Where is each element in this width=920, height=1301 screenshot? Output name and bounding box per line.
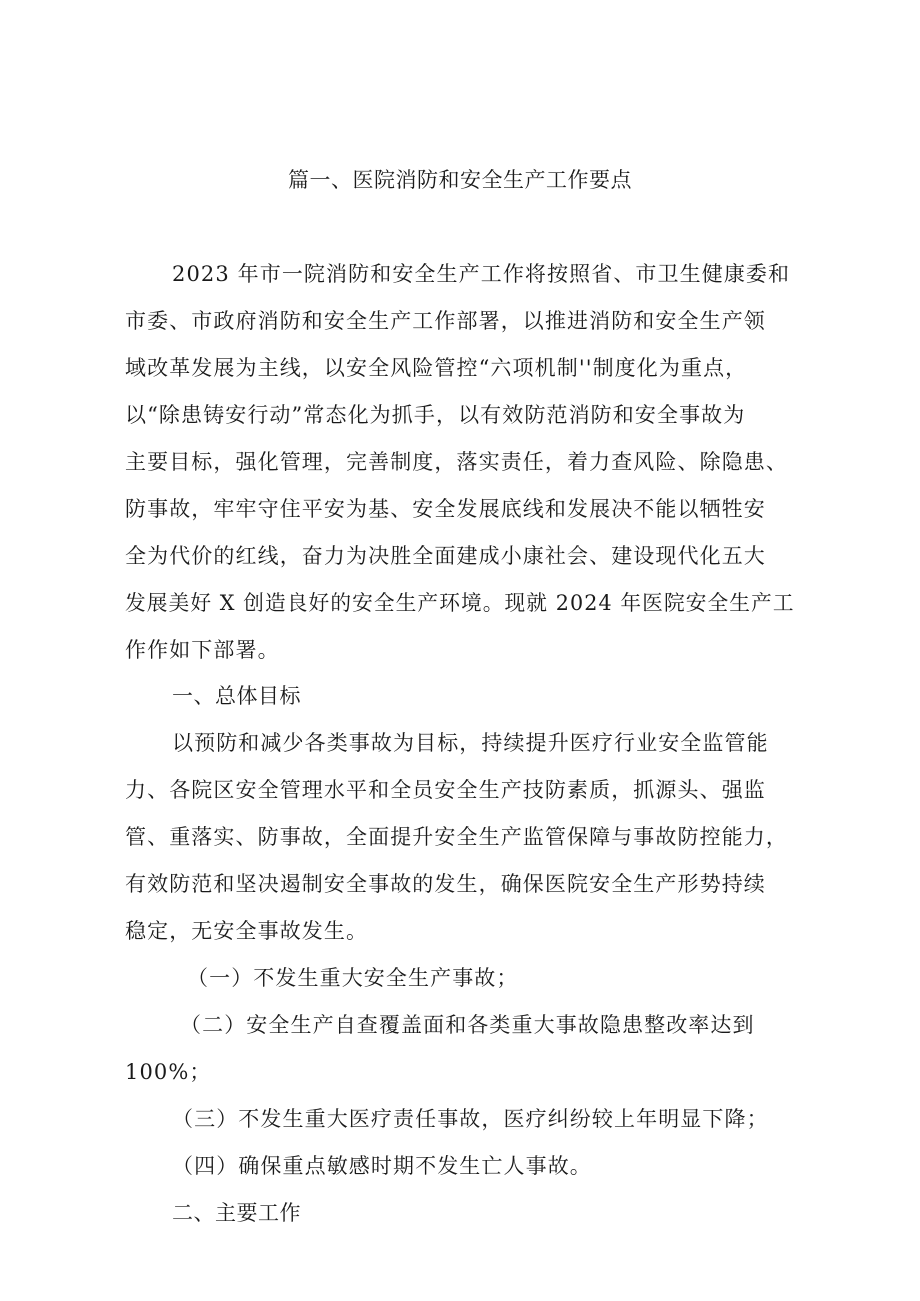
section-heading: 一、总体目标 <box>172 684 301 708</box>
intro-line: 主要目标，强化管理，完善制度，落实责任，着力查风险、除隐患、 <box>125 450 788 474</box>
section1-line: 管、重落实、防事故，全面提升安全生产监管保障与事故防控能力， <box>125 825 788 849</box>
goal-item: （二）安全生产自查覆盖面和各类重大事故隐患整改率达到 <box>180 1013 755 1037</box>
goal-item: （三）不发生重大医疗责任事故，医疗纠纷较上年明显下降； <box>172 1107 769 1131</box>
goal-item: 100%； <box>125 1060 212 1084</box>
intro-line: 市委、市政府消防和安全生产工作部署，以推进消防和安全生产领 <box>125 309 766 333</box>
intro-line: 2023 年市一院消防和安全生产工作将按照省、市卫生健康委和 <box>172 262 791 286</box>
section1-line: 以预防和减少各类事故为目标，持续提升医疗行业安全监管能 <box>172 731 769 755</box>
section-heading: 二、主要工作 <box>172 1201 301 1225</box>
section1-line: 有效防范和坚决遏制安全事故的发生，确保医院安全生产形势持续 <box>125 872 766 896</box>
intro-line: 作作如下部署。 <box>125 638 280 662</box>
section1-line: 稳定，无安全事故发生。 <box>125 919 369 943</box>
intro-line: 发展美好 X 创造良好的安全生产环境。现就 2024 年医院安全生产工 <box>125 591 795 615</box>
intro-line: 域改革发展为主线，以安全风险管控“六项机制''制度化为重点， <box>125 356 748 380</box>
section1-line: 力、各院区安全管理水平和全员安全生产技防素质，抓源头、强监 <box>125 778 766 802</box>
intro-line: 防事故，牢牢守住平安为基、安全发展底线和发展决不能以牺牲安 <box>125 497 766 521</box>
goal-item: （四）确保重点敏感时期不发生亡人事故。 <box>172 1154 592 1178</box>
goal-item: （一）不发生重大安全生产事故； <box>187 966 519 990</box>
document-title: 篇一、医院消防和安全生产工作要点 <box>288 168 632 192</box>
intro-line: 以“除患铸安行动”常态化为抓手，以有效防范消防和安全事故为 <box>125 403 746 427</box>
intro-line: 全为代价的红线，奋力为决胜全面建成小康社会、建设现代化五大 <box>125 544 766 568</box>
